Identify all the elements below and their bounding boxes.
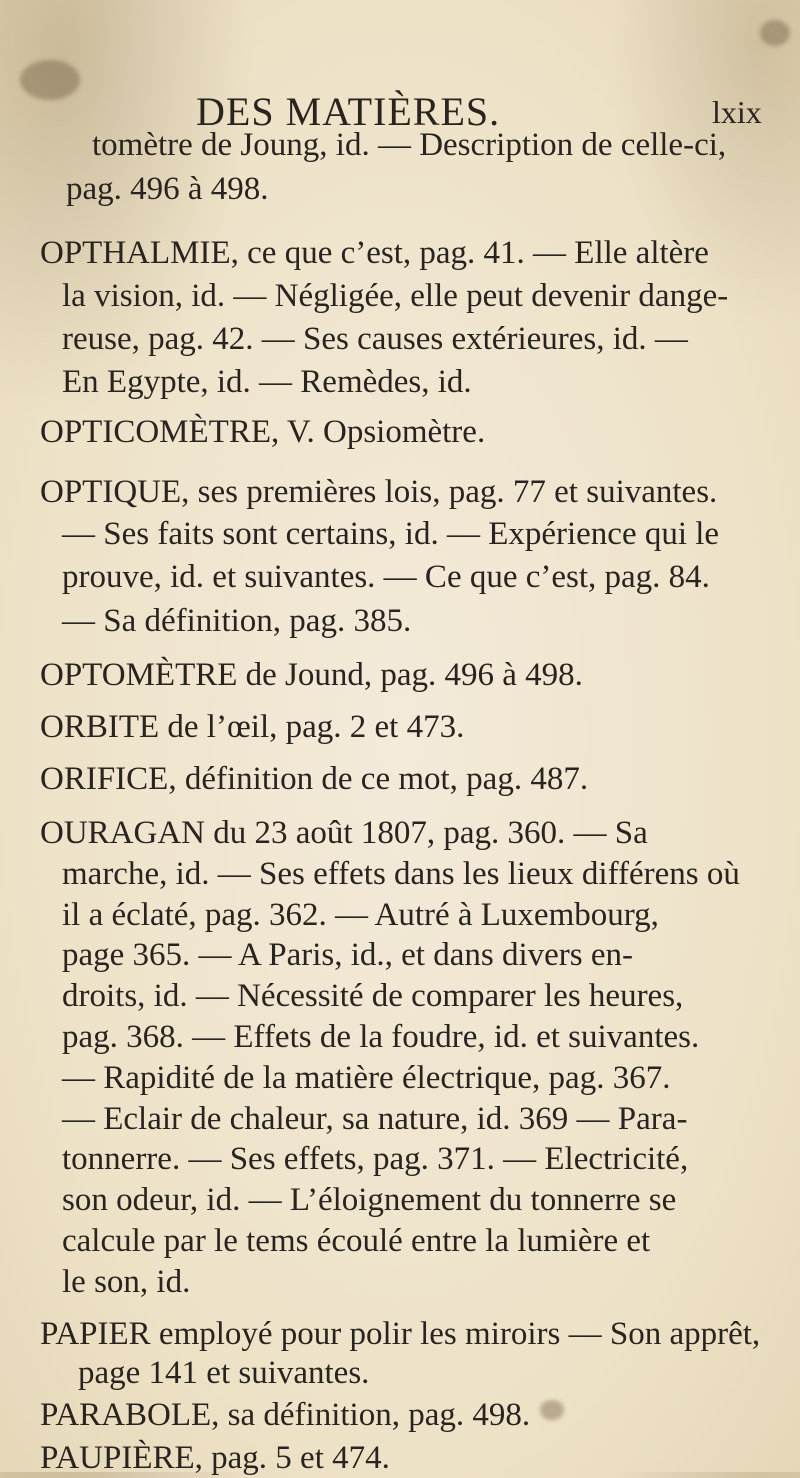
entry-line: page 365. — A Paris, id., et dans divers en- bbox=[62, 937, 633, 973]
entry-headword-line: OPTOMÈTRE de Jound, pag. 496 à 498. bbox=[40, 657, 583, 693]
entry-line: calcule par le tems écoulé entre la lumière et bbox=[62, 1223, 651, 1259]
entry-line: il a éclaté, pag. 362. — Autré à Luxembourg, bbox=[62, 897, 659, 933]
entry-line: tomètre de Joung, id. — Description de celle-ci, bbox=[92, 127, 727, 163]
entry-line: — Ses faits sont certains, id. — Expérience qui le bbox=[62, 516, 720, 552]
stain bbox=[540, 1400, 564, 1420]
entry-line: le son, id. bbox=[62, 1264, 191, 1300]
entry-line: page 141 et suivantes. bbox=[78, 1355, 370, 1391]
entry-headword-line: ORBITE de l’œil, pag. 2 et 473. bbox=[40, 709, 465, 745]
entry-line: pag. 496 à 498. bbox=[66, 171, 269, 207]
entry-headword-line: OURAGAN du 23 août 1807, pag. 360. — Sa bbox=[40, 815, 648, 851]
entry-headword-line: OPTICOMÈTRE, V. Opsiomètre. bbox=[40, 414, 486, 450]
entry-line: pag. 368. — Effets de la foudre, id. et suivantes. bbox=[62, 1019, 700, 1055]
entry-line: prouve, id. et suivantes. — Ce que c’est, pag. 84. bbox=[62, 559, 710, 595]
page-number: lxix bbox=[712, 94, 762, 130]
entry-headword-line: PARABOLE, sa définition, pag. 498. bbox=[40, 1397, 531, 1433]
entry-line: — Eclair de chaleur, sa nature, id. 369 — Para- bbox=[62, 1101, 688, 1137]
entry-line: En Egypte, id. — Remèdes, id. bbox=[62, 364, 472, 400]
running-title: DES MATIÈRES. bbox=[196, 89, 501, 134]
entry-headword-line: OPTHALMIE, ce que c’est, pag. 41. — Elle altère bbox=[40, 235, 709, 271]
entry-line: reuse, pag. 42. — Ses causes extérieures, id. — bbox=[62, 321, 688, 357]
entry-line: son odeur, id. — L’éloignement du tonnerre se bbox=[62, 1182, 677, 1218]
entry-line: marche, id. — Ses effets dans les lieux différens où bbox=[62, 856, 740, 892]
entry-line: — Sa définition, pag. 385. bbox=[62, 603, 412, 639]
entry-headword-line: OPTIQUE, ses premières lois, pag. 77 et suivantes. bbox=[40, 474, 718, 510]
entry-line: la vision, id. — Négligée, elle peut devenir dange- bbox=[62, 278, 729, 314]
entry-headword-line: PAPIER employé pour polir les miroirs — Son apprêt, bbox=[40, 1316, 761, 1352]
entry-headword-line: PAUPIÈRE, pag. 5 et 474. bbox=[40, 1440, 390, 1476]
entry-line: droits, id. — Nécessité de comparer les heures, bbox=[62, 978, 684, 1014]
entry-line: — Rapidité de la matière électrique, pag. 367. bbox=[62, 1060, 671, 1096]
entry-headword-line: ORIFICE, définition de ce mot, pag. 487. bbox=[40, 761, 589, 797]
stain bbox=[760, 20, 790, 46]
entry-line: tonnerre. — Ses effets, pag. 371. — Electricité, bbox=[62, 1141, 689, 1177]
